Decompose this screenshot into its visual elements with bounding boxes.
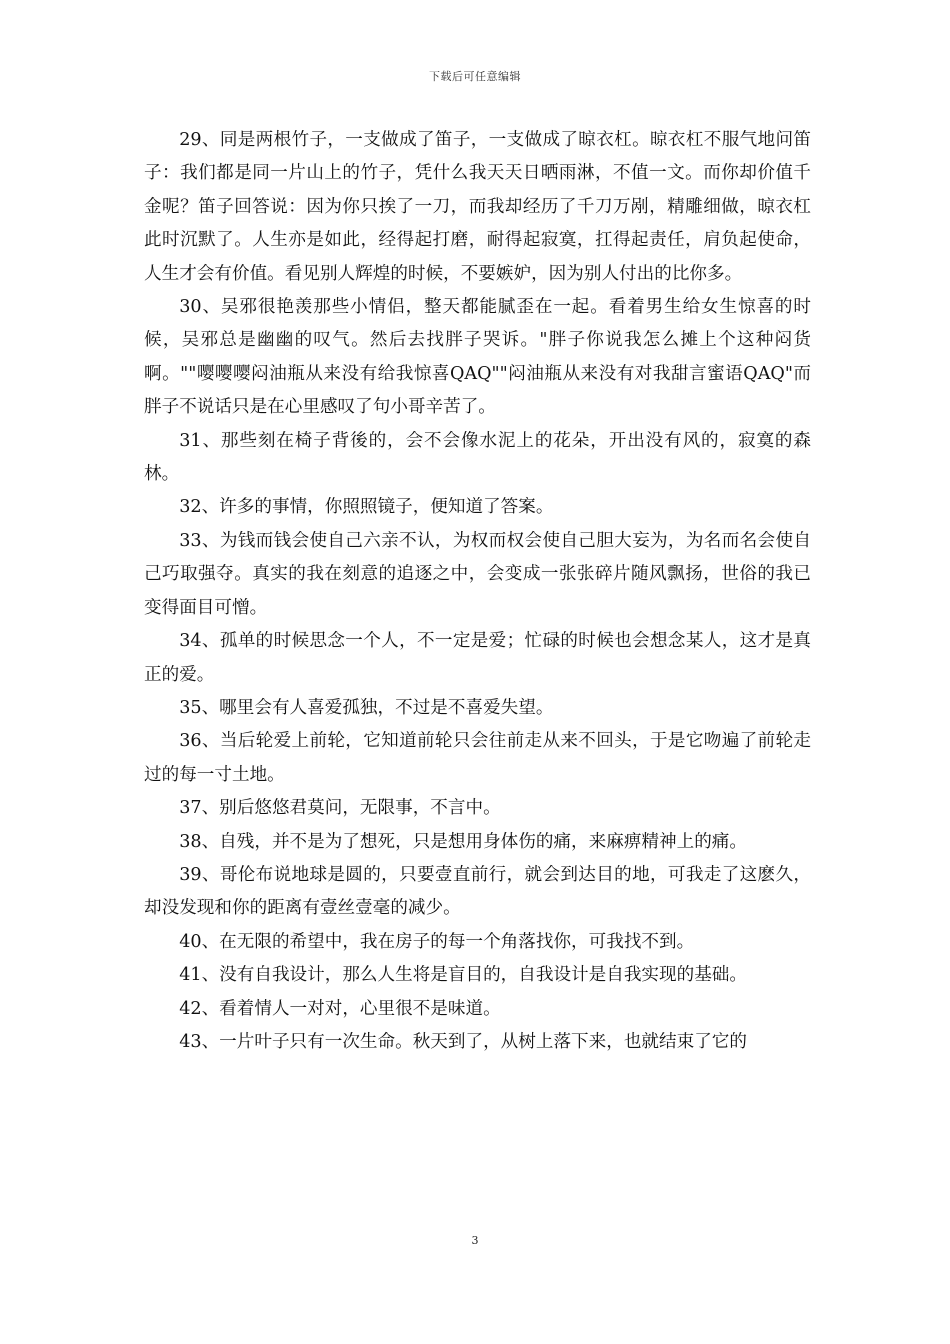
paragraph-38: 38、自残，并不是为了想死，只是想用身体伤的痛，来麻痹精神上的痛。 [179, 831, 747, 852]
paragraph-32: 32、许多的事情，你照照镜子，便知道了答案。 [179, 497, 554, 518]
paragraph-36: 36、当后轮爱上前轮，它知道前轮只会往前走从来不回头，于是它吻遍了前轮走过的每一寸土地。 [144, 731, 811, 785]
paragraph-41: 41、没有自我设计，那么人生将是盲目的，自我设计是自我实现的基础。 [179, 965, 747, 986]
paragraph-37: 37、别后悠悠君莫问，无限事，不言中。 [179, 798, 501, 819]
page-number: 3 [471, 1234, 479, 1247]
paragraph-40: 40、在无限的希望中，我在房子的每一个角落找你，可我找不到。 [179, 931, 695, 952]
paragraph-34: 34、孤单的时候思念一个人，不一定是爱；忙碌的时候也会想念某人，这才是真正的爱。 [144, 631, 811, 685]
paragraph-43: 43、一片叶子只有一次生命。秋天到了，从树上落下来，也就结束了它的 [179, 1031, 747, 1052]
paragraph-42: 42、看着情人一对对，心里很不是味道。 [179, 998, 501, 1019]
page-header: 下载后可任意编辑 [429, 70, 521, 83]
paragraph-31: 31、那些刻在椅子背後的，会不会像水泥上的花朵，开出没有风的，寂寞的森林。 [144, 430, 811, 485]
paragraph-30: 30、吴邪很艳羡那些小情侣，整天都能腻歪在一起。看着男生给女生惊喜的时候，吴邪总是幽幽的叹气。然后去找胖子哭诉。"胖子你说我怎么摊上个这种闷货啊。""嘤嘤嘤闷油瓶从来没有给我惊喜QAQ""闷油瓶从来没有对我甜言蜜语QAQ"而胖子不说话只是在心里感叹了句小哥辛苦了。 [144, 297, 811, 418]
paragraph-35: 35、哪里会有人喜爱孤独，不过是不喜爱失望。 [179, 697, 554, 718]
paragraph-29: 29、同是两根竹子，一支做成了笛子，一支做成了晾衣杠。晾衣杠不服气地问笛子：我们都是同一片山上的竹子，凭什么我天天日晒雨淋，不值一文。而你却价值千金呢？笛子回答说：因为你只挨了一刀，而我却经历了千刀万剐，精雕细做，晾衣杠此时沉默了。人生亦是如此，经得起打磨，耐得起寂寞，扛得起责任，肩负起使命，人生才会有价值。看见别人辉煌的时候，不要嫉妒，因为别人付出的比你多。 [144, 130, 811, 284]
paragraph-39: 39、哥伦布说地球是圆的，只要壹直前行，就会到达目的地，可我走了这麽久，却没发现和你的距离有壹丝壹毫的减少。 [144, 864, 811, 919]
paragraph-33: 33、为钱而钱会使自己六亲不认，为权而权会使自己胆大妄为，为名而名会使自己巧取强夺。真实的我在刻意的追逐之中，会变成一张张碎片随风飘扬，世俗的我已变得面目可憎。 [144, 530, 811, 618]
document-body [144, 124, 811, 1059]
